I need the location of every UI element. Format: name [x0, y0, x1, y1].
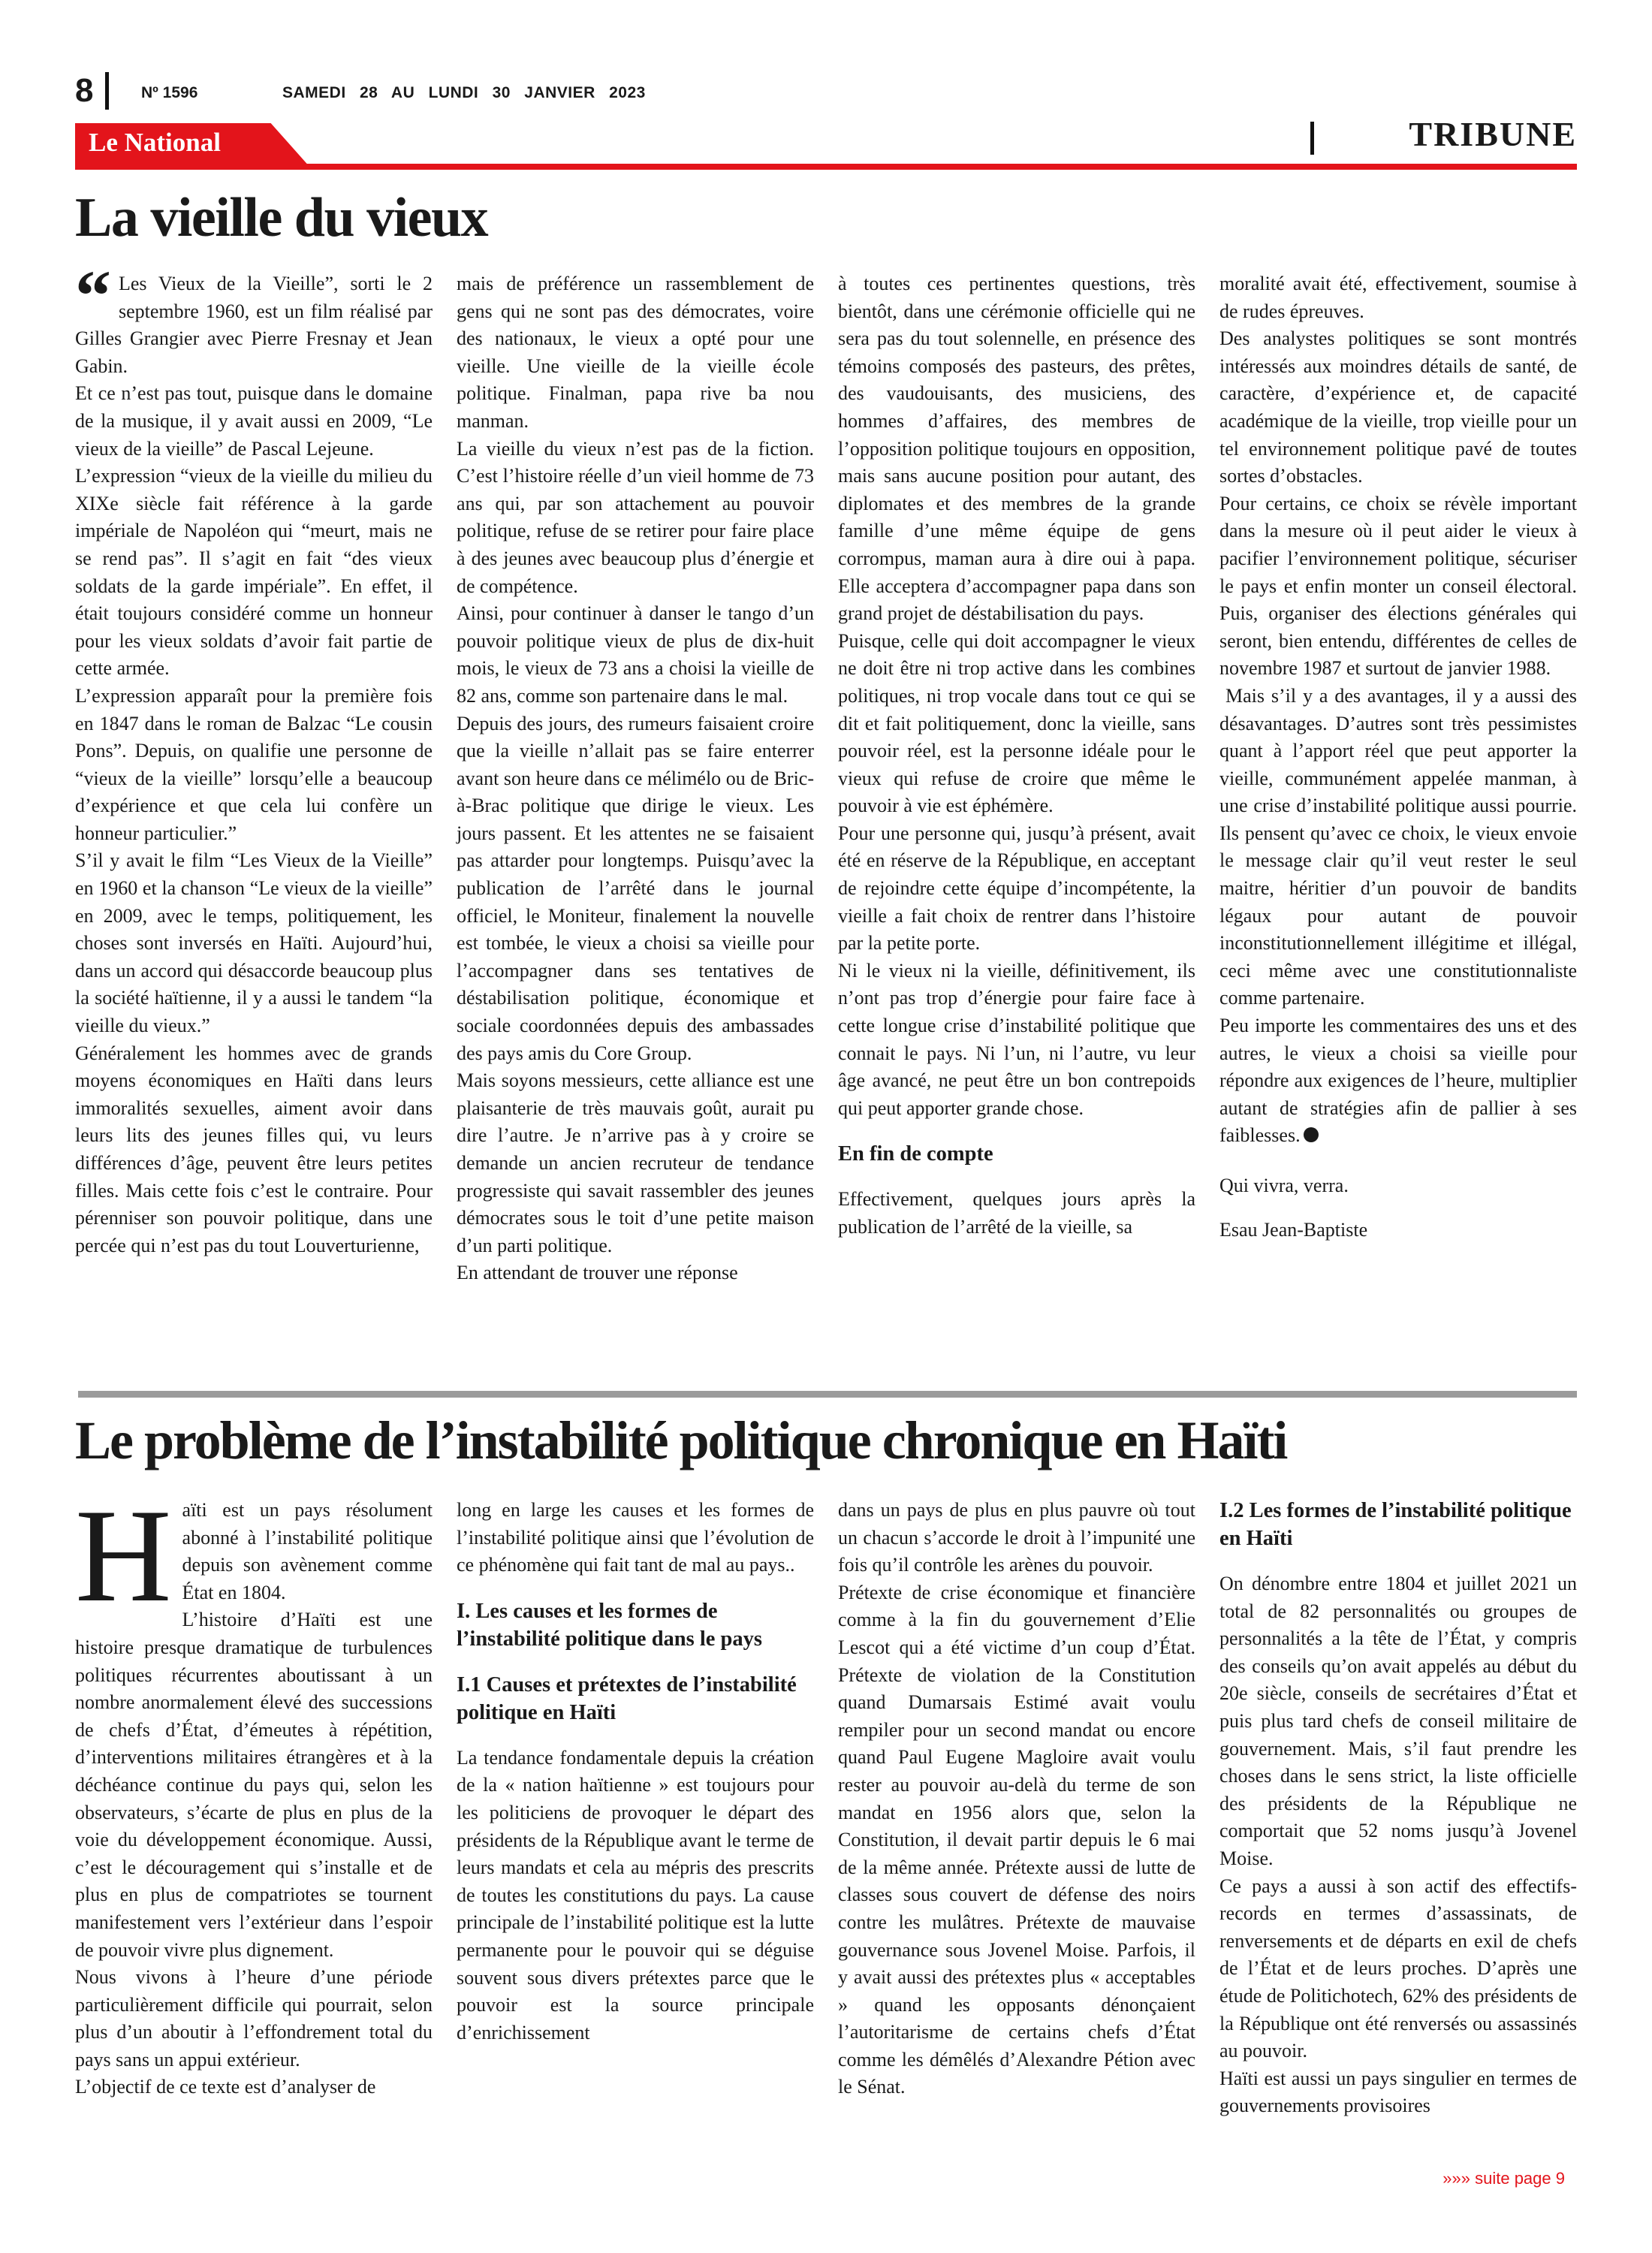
paragraph: Et ce n’est pas tout, puisque dans le domaine de la musique, il y avait aussi en 2009, “Le vieux de la vieille” de Pascal Lejeune.: [75, 382, 433, 460]
article-column-1: [75, 1481, 433, 2101]
paragraph: Haïti est aussi un pays singulier en termes de gouvernements provisoires: [1219, 2067, 1577, 2117]
paragraph: Mais s’il y a des avantages, il y a aussi des désavantages. D’autres sont très pessimistes quant à l’apport réel que peut apporter la vieille, communément appelée manman, à une crise d’instabilité politique aussi pourrie. Ils pensent qu’avec ce choix, le vieux envoie le message clair qu’il veut rester le seul maitre, héritier d’un pouvoir de bandits légaux pour autant de pouvoir inconstitutionnellement illégitime et illégal, ceci même avec une constitutionnaliste comme partenaire.: [1219, 684, 1577, 1009]
continued-on-page-link[interactable]: »»» suite page 9: [1442, 2169, 1565, 2188]
paragraph: Pour certains, ce choix se révèle important dans la mesure où il peut aider le vieux à pacifier l’environnement politique, sécuriser le pays et enfin monter un conseil électoral. Puis, organiser des élections générales qui seront, bien entendu, différentes de celles de novembre 1987 et surtout de janvier 1988.: [1219, 492, 1577, 680]
paragraph: Ce pays a aussi à son actif des effectifs-records en termes d’assassinats, de renversements et de départs en exil de chefs de l’État et de leurs proches. D’après une étude de Politichotech, 62% des présidents de la République ont été renversés ou assassinés au pouvoir.: [1219, 1874, 1577, 2062]
paragraph: Prétexte de crise économique et financière comme à la fin du gouvernement d’Elie Lescot qui a été victime d’un coup d’État. Prétexte de violation de la Constitution quand Dumarsais Estimé avait voulu rempiler pour un second mandat ou encore quand Paul Eugene Magloire avait voulu rester au pouvoir au-delà du terme de son mandat en 1956 alors que, selon la Constitution, il devait partir depuis le 6 mai de la même année. Prétexte aussi de lutte de classes sous couvert de défense des noirs contre les mulâtres. Prétexte de mauvaise gouvernance sous Jovenel Moise. Parfois, il y avait aussi des prétextes plus « acceptables » quand les opposants dénonçaient l’autoritarisme de certains chefs d’État comme les démêlés d’Alexandre Pétion avec le Sénat.: [838, 1581, 1195, 2098]
paragraph-last: [1219, 1012, 1577, 1150]
subheading: I.2 Les formes de l’instabilité politique en Haïti: [1219, 1499, 1572, 1550]
issue-number: Nº 1596: [141, 84, 198, 101]
opening-quote-mark: “: [75, 255, 111, 336]
paragraph: L’histoire d’Haïti est une histoire presque dramatique de turbulences politiques récurrentes aboutissant à un nombre anormalement élevé des successions de chefs d’État, d’émeutes à répétition, d’interventions militaires étrangères et à la déchéance continue du pays qui, selon les observateurs, s’écarte de plus en plus de la voie du développement économique. Aussi, c’est le découragement qui s’installe et de plus en plus de compatriotes se tournent manifestement vers l’extérieur dans l’espoir de pouvoir vivre plus dignement.: [75, 1609, 433, 1961]
subheading: I. Les causes et les formes de l’instabilité politique dans le pays: [457, 1599, 763, 1651]
paragraph: moralité avait été, effectivement, soumise à de rudes épreuves.: [1219, 273, 1577, 322]
issue-date: SAMEDI 28 AU LUNDI 30 JANVIER 2023: [282, 84, 646, 101]
paragraph: Effectivement, quelques jours après la publication de l’arrêté de la vieille, sa: [838, 1188, 1195, 1238]
paragraph: Mais soyons messieurs, cette alliance est une plaisanterie de très mauvais goût, aurait pu dire l’autre. Je n’arrive pas à y croire se demande un ancien recruteur de tendance progressiste qui savait rassembler des jeunes démocrates sous le toit d’une petite maison d’un parti politique.: [457, 1069, 814, 1256]
article-column-1: [75, 255, 433, 1259]
paragraph: Généralement les hommes avec de grands moyens économiques en Haïti dans leurs immoralités sexuelles, aiment avoir dans leurs lits des jeunes filles qui, vu leurs différences d’âge, peuvent être leurs petites filles. Mais cette fois c’est le contraire. Pour pérenniser son pouvoir politique, dans une percée qui n’est pas du tout Louverturienne,: [75, 1042, 433, 1256]
section-label: TRIBUNE: [1409, 115, 1577, 153]
page-number-divider: [105, 72, 109, 110]
article-column-2: [457, 270, 814, 1287]
section-divider: [1310, 122, 1314, 155]
paragraph: dans un pays de plus en plus pauvre où tout un chacun s’accorde le droit à l’impunité une fois qu’il contrôle les arènes du pouvoir.: [838, 1499, 1195, 1576]
paragraph: à toutes ces pertinentes questions, très bientôt, dans une cérémonie officielle qui ne sera pas du tout solennelle, en présence des témoins composés des pasteurs, des prêtes, des vaudouisants, des musiciens, des hommes d’affaires, des membres de l’opposition politique toujours en opposition, mais sans aucune position pour autant, des diplomates et des membres de la grande famille d’une même équipe de gens corrompus, maman aura à dire oui à papa. Elle acceptera d’accompagner papa dans son grand projet de déstabilisation du pays.: [838, 273, 1195, 625]
signoff: Qui vivra, verra.: [1219, 1175, 1349, 1196]
paragraph: long en large les causes et les formes de l’instabilité politique ainsi que l’évolution de ce phénomène qui fait tant de mal au pays..: [457, 1499, 814, 1576]
article-column-3: [838, 270, 1195, 1241]
paragraph: La vieille du vieux n’est pas de la fiction. C’est l’histoire réelle d’un vieil homme de 73 ans qui, par son attachement au pouvoir politique, refuse de se retirer pour faire place à des jeunes avec beaucoup plus d’énergie et de compétence.: [457, 437, 814, 597]
article-title: La vieille du vieux: [75, 187, 488, 249]
paragraph: Depuis des jours, des rumeurs faisaient croire que la vieille n’allait pas se faire enterrer avant son heure dans ce mélimélo ou de Bric-à-Brac politique que dirige le vieux. Les jours passent. Et les attentes ne se faisaient pas attarder pour longtemps. Puisqu’avec la publication de l’arrêté dans le journal officiel, le Moniteur, finalement la nouvelle est tombée, le vieux a choisi sa vieille pour l’accompagner dans ses tentatives de déstabilisation politique, économique et sociale coordonnées depuis des ambassades des pays amis du Core Group.: [457, 712, 814, 1064]
article-column-3: [838, 1497, 1195, 2101]
paragraph: L’expression “vieux de la vieille du milieu du XIXe siècle fait référence à la garde impériale de Napoléon qui “meurt, mais ne se rend pas”. Il s’agit en fait “des vieux soldats de la garde impériale”. En effet, il était toujours considéré comme un honneur pour les vieux soldats d’avoir fait partie de cette armée.: [75, 465, 433, 680]
paragraph: L’expression apparaît pour la première fois en 1847 dans le roman de Balzac “Le cousin Pons”. Depuis, on qualifie une personne de “vieux de la vieille” lorsqu’elle a beaucoup d’expérience et que cela lui confère un honneur particulier.”: [75, 684, 433, 844]
drop-cap: H: [75, 1481, 172, 1630]
paragraph: S’il y avait le film “Les Vieux de la Vieille” en 1960 et la chanson “Le vieux de la vieille” en 2009, avec le temps, politiquement, les choses sont inversés en Haïti. Aujourd’hui, dans un accord qui désaccorde beaucoup plus la société haïtienne, il y a aussi le tandem “la vieille du vieux.”: [75, 849, 433, 1037]
subheading: I.1 Causes et prétextes de l’instabilité politique en Haïti: [457, 1672, 797, 1724]
article-separator: [78, 1391, 1577, 1398]
paragraph: En attendant de trouver une réponse: [457, 1262, 738, 1284]
article-column-4: [1219, 1497, 1577, 2120]
paragraph: On dénombre entre 1804 et juillet 2021 un total de 82 personnalités ou groupes de personnalités a la tête de l’État, y compris des conseils qu’on avait appelés au début du 20e siècle, conseils de secrétaires d’État et puis plus tard chefs de conseil militaire de gouvernement. Mais, s’il faut prendre les choses dans le sens strict, la liste officielle des présidents de la République ne comportait que 52 noms jusqu’à Jovenel Moise.: [1219, 1573, 1577, 1869]
paragraph-lead: aïti est un pays résolument abonné à l’instabilité politique depuis son avènement comme État en 1804.: [182, 1499, 433, 1603]
paragraph-last-text: Peu importe les commentaires des uns et des autres, le vieux a choisi sa vieille pour répondre aux exigences de l’heure, multiplier autant de stratégies afin de pallier à ses faiblesses.: [1219, 1015, 1577, 1147]
paragraph: L’objectif de ce texte est d’analyser de: [75, 2076, 376, 2098]
paragraph: Nous vivons à l’heure d’une période particulièrement difficile qui pourrait, selon plus d’un aboutir à l’effondrement total du pays sans un appui extérieur.: [75, 1966, 433, 2071]
article-title: Le problème de l’instabilité politique chronique en Haïti: [75, 1410, 1287, 1470]
page-number: 8: [75, 72, 94, 109]
paragraph: Ni le vieux ni la vieille, définitivement, ils n’ont pas trop d’énergie pour faire face à cette longue crise d’instabilité politique que connait le pays. Ni l’un, ni l’autre, vu leur âge avancé, ne peut être un bon contrepoids qui peut apporter grande chose.: [838, 959, 1195, 1119]
paragraph: La tendance fondamentale depuis la création de la « nation haïtienne » est toujours pour les politiciens de provoquer le départ des présidents de la République avant le terme de leurs mandats et cela au mépris des prescrits de toutes les constitutions du pays. La cause principale de l’instabilité politique est la lutte permanente pour le pouvoir qui se déguise souvent sous divers prétextes parce que le pouvoir est la source principale d’enrichissement: [457, 1746, 814, 2043]
article-column-2: [457, 1497, 814, 2046]
end-of-article-icon: [1304, 1127, 1319, 1142]
paragraph: Pour une personne qui, jusqu’à présent, avait été en réserve de la République, en acceptant de rejoindre cette équipe d’incompétente, la vieille a fait choix de rentrer dans l’histoire par la petite porte.: [838, 822, 1195, 955]
paragraph: Des analystes politiques se sont montrés intéressés aux moindres détails de santé, de caractère, d’expérience et, de capacité académique de la vieille, trop vieille pour un tel environnement politique pavé de toutes sortes d’obstacles.: [1219, 327, 1577, 487]
paragraph: Les Vieux de la Vieille”, sorti le 2 septembre 1960, est un film réalisé par Gilles Grangier avec Pierre Fresnay et Jean Gabin.: [75, 273, 433, 377]
article-column-4: [1219, 270, 1577, 1244]
paragraph: mais de préférence un rassemblement de gens qui ne sont pas des démocrates, voire des nationaux, le vieux a opté pour une vieille. Une vieille de la vieille école politique. Finalman, papa rive ba nou manman.: [457, 273, 814, 432]
paragraph: Ainsi, pour continuer à danser le tango d’un pouvoir politique vieux de plus de dix-huit mois, le vieux de 73 ans a choisi la vieille de 82 ans, comme son partenaire dans le mal.: [457, 602, 814, 707]
subheading: En fin de compte: [838, 1142, 993, 1166]
paragraph: Puisque, celle qui doit accompagner le vieux ne doit être ni trop active dans les combines politiques, ni trop vocale dans tout ce qui se dit et fait politiquement, donc la vieille, sans pouvoir réel, est la personne idéale pour le vieux qui refuse de croire que même le pouvoir à vie est éphémère.: [838, 629, 1195, 817]
author-name: Esau Jean-Baptiste: [1219, 1218, 1368, 1241]
header-red-rule: [75, 164, 1577, 170]
newspaper-brand: Le National: [89, 128, 221, 157]
